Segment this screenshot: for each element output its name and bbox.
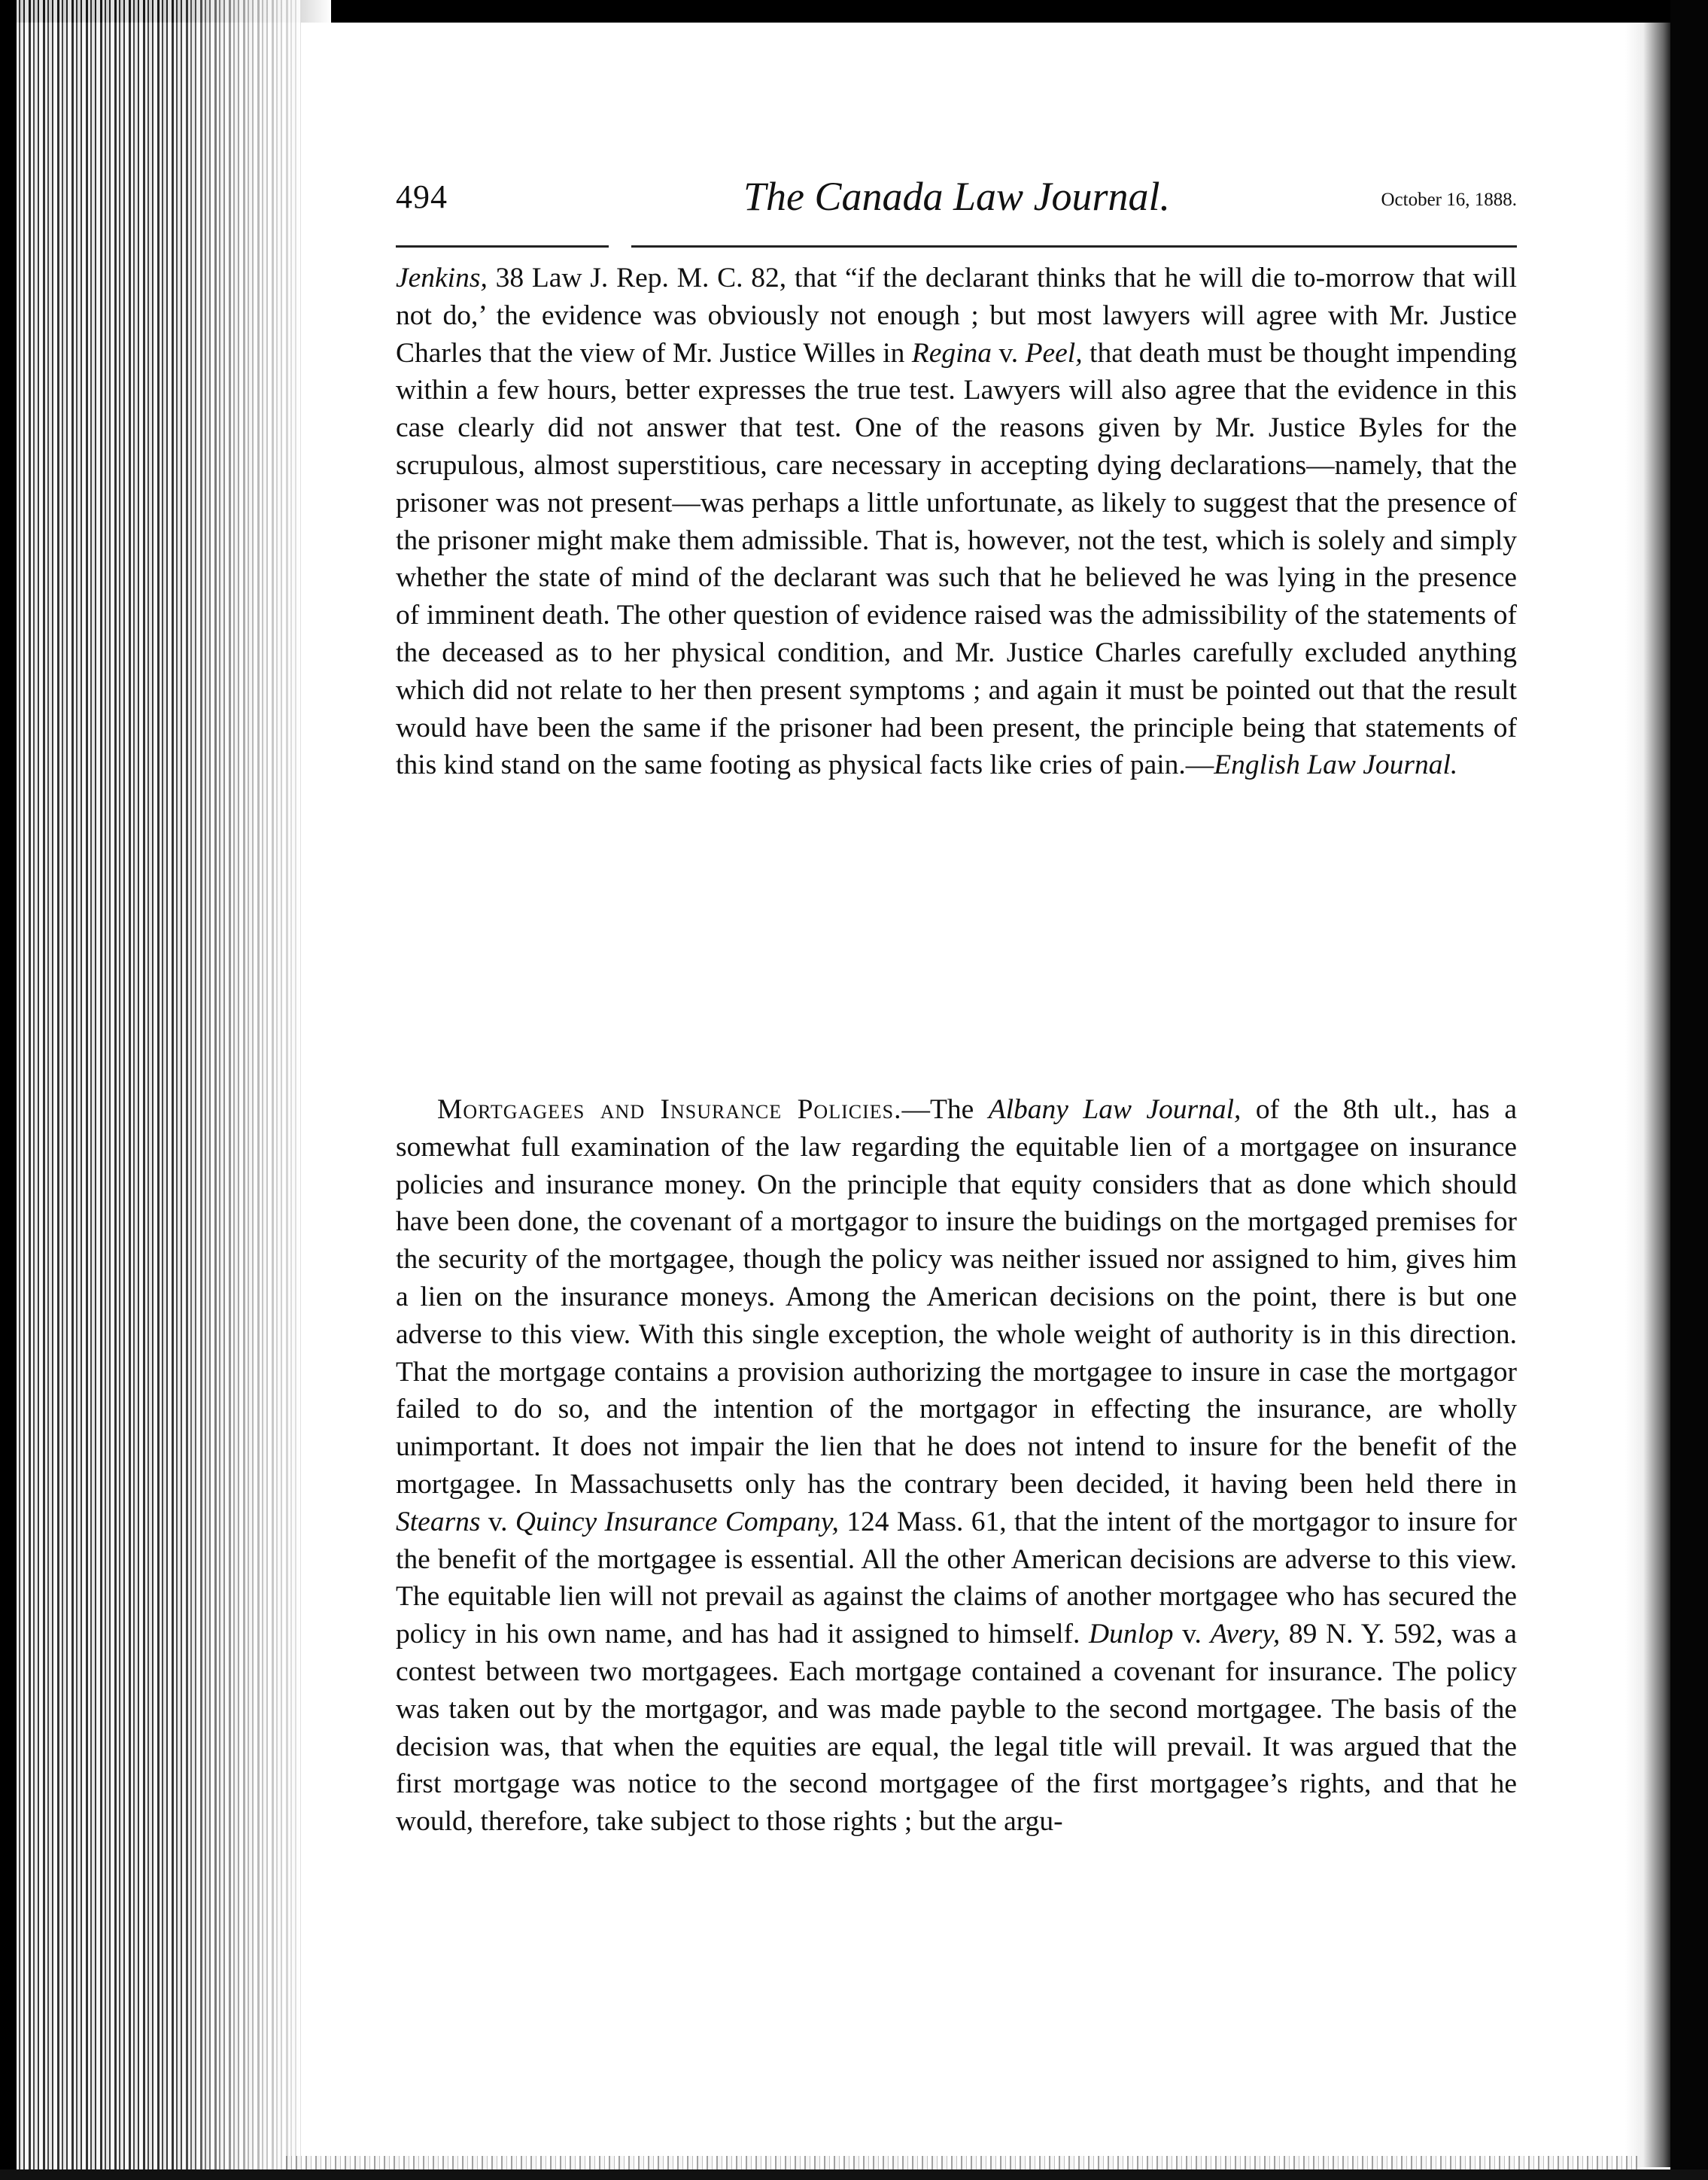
paragraph bbox=[396, 260, 1517, 784]
body-text: v. bbox=[1173, 1619, 1211, 1650]
binding-shadow bbox=[0, 0, 17, 2180]
binding-fade bbox=[173, 0, 331, 2180]
body-text: 38 Law J. Rep. M. C. 82, that “if the declarant thinks that he will die to-morrow that will not do,’ the evidence was obviously not enough ; but most lawyers will agree with Mr. Justice Charles that the view of Mr. Justice Willes in bbox=[396, 263, 1517, 369]
case-name: Dunlop bbox=[1089, 1619, 1174, 1650]
case-name: Avery, bbox=[1210, 1619, 1281, 1650]
paragraph bbox=[396, 1091, 1517, 1841]
body-text: 124 Mass. 61, that the intent of the mortgagor to insure for the benefit of the mortgagee is essential. All the other American decisions are adverse to this view. The equitable lien will not prevail as against the claims of another mortgagee who has secured the policy in his own name, and has had it assigned to himself. bbox=[396, 1506, 1517, 1650]
scan-bottom-edge bbox=[0, 2169, 1708, 2180]
case-name: Quincy Insurance Company, bbox=[515, 1506, 839, 1537]
page-header bbox=[396, 174, 1517, 238]
case-name: Jenkins, bbox=[396, 263, 488, 293]
page-number: 494 bbox=[396, 178, 448, 215]
case-name: Stearns bbox=[396, 1506, 481, 1537]
body-text: that death must be thought impending within a few hours, better expresses the true test. Lawyers will also agree that the evidence in this case clearly did not answer that test. One of the reasons given by Mr. Justice Byles for the scrupulous, almost superstitious, care necessary in accepting dying declarations—namely, that the prisoner was not present—was perhaps a little unfortunate, as likely to suggest that the presence of the prisoner might make them admissible. That is, however, not the test, which is solely and simply whether the state of mind of the declarant was such that he believed he was lying in the presence of imminent death. The other question of evidence raised was the admissibility of the statements of the deceased as to her physical condition, and Mr. Justice Charles carefully excluded anything which did not relate to her then present symptoms ; and again it must be pointed out that the result would have been the same if the prisoner had been present, the principle being that statements of this kind stand on the same footing as physical facts like cries of pain.— bbox=[396, 337, 1517, 781]
body-text: v. bbox=[480, 1506, 515, 1537]
article-mortgagees-insurance bbox=[396, 1091, 1517, 1841]
body-text: 89 N. Y. 592, was a contest between two mortgagees. Each mortgage contained a covenant for insurance. The policy was taken out by the mortgagor, and was made payble to the second mortgagee. The basis of the decision was, that when the equities are equal, the legal title will prevail. It was argued that the first mortgage was notice to the second mortgagee of the first mortgagee’s rights, and that he would, therefore, take subject to those rights ; but the argu- bbox=[396, 1619, 1517, 1838]
article-dying-declarations bbox=[396, 260, 1517, 784]
scan-bottom-noise bbox=[286, 2156, 1640, 2169]
scan-right-edge bbox=[1670, 0, 1708, 2180]
journal-reference: Albany Law Journal, bbox=[988, 1094, 1241, 1125]
header-rule bbox=[396, 245, 1517, 248]
case-name: Regina bbox=[911, 337, 992, 369]
body-text: —The bbox=[901, 1094, 989, 1125]
issue-date: October 16, 1888. bbox=[1381, 190, 1517, 210]
page-curl-shadow bbox=[1625, 23, 1670, 2167]
body-text: v. bbox=[992, 337, 1026, 369]
case-name: Peel, bbox=[1025, 337, 1083, 369]
section-heading: Mortgagees and Insurance Policies. bbox=[437, 1094, 902, 1125]
journal-title: The Canada Law Journal. bbox=[743, 174, 1171, 219]
source-citation: English Law Journal. bbox=[1214, 749, 1458, 781]
body-text: of the 8th ult., has a somewhat full examination of the law regarding the equitable lien of a mortgagee on insurance policies and insurance money. On the principle that equity considers that as done which should have been done, the covenant of a mortgagor to insure the buidings on the mortgaged premises for the security of the mortgagee, though the policy was neither issued nor assigned to him, gives him a lien on the insurance moneys. Among the American decisions on the point, there is but one adverse to this view. With this single exception, the whole weight of authority is in this direction. That the mortgage contains a provision authorizing the mortgagee to insure in case the mortgagor failed to do so, and the intention of the mortgagor in effecting the insurance, are wholly unimportant. It does not impair the lien that he does not intend to insure for the benefit of the mortgagee. In Massachusetts only has the contrary been decided, it having been held there in bbox=[396, 1094, 1517, 1500]
